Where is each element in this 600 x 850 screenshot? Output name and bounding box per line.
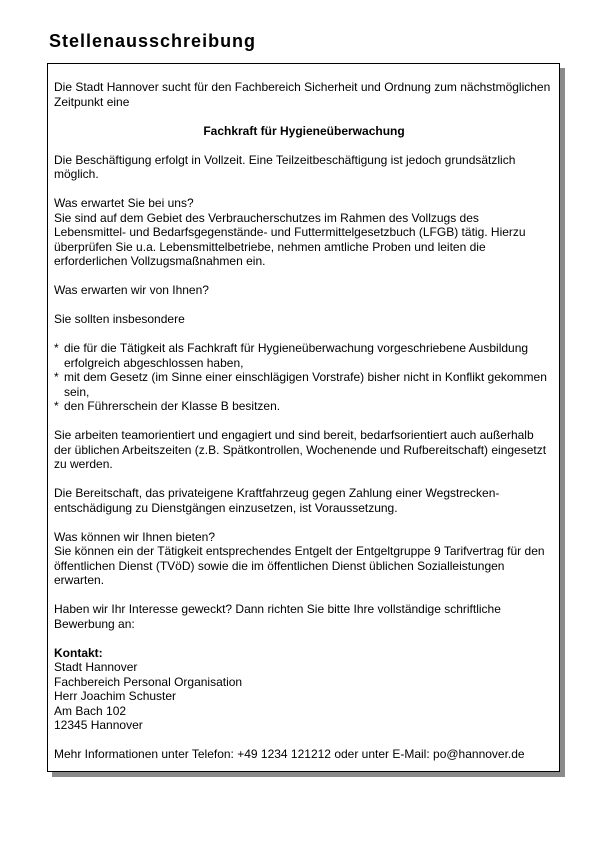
expectations-text: Sie sind auf dem Gebiet des Verbraucherschutzes im Rahmen des Vollzugs des Lebensmittel- und Bedarfsgegenstände- und Futtermittelgesetzbuch (LFGB) tätig. Hierzu überprüfen Sie u.a. Lebensmittelbetriebe, nehmen amtliche Proben und leiten die erforderlichen Vollzugsmaßnahmen ein. — [54, 210, 526, 268]
requirements-heading: Was erwarten wir von Ihnen? — [54, 283, 209, 297]
offer-section — [54, 530, 554, 588]
list-item — [54, 341, 554, 370]
list-item-text: mit dem Gesetz (im Sinne einer einschlägigen Vorstrafe) bisher nicht in Konflikt gekommen sein, — [64, 370, 547, 399]
bullet-marker: * — [54, 399, 59, 413]
bullet-marker: * — [54, 341, 59, 355]
list-item — [54, 370, 554, 399]
list-item-text: die für die Tätigkeit als Fachkraft für Hygieneüberwachung vorgeschriebene Ausbildung erfolgreich abgeschlossen haben, — [64, 341, 529, 370]
contact-block — [54, 646, 554, 733]
bullet-marker: * — [54, 370, 59, 384]
contact-heading: Kontakt: — [54, 645, 103, 660]
apply-text: Haben wir Ihr Interesse geweckt? Dann richten Sie bitte Ihre vollständige schriftliche Bewerbung an: — [54, 602, 501, 631]
contact-line: Fachbereich Personal Organisation — [54, 674, 243, 689]
employment-text: Die Beschäftigung erfolgt in Vollzeit. Eine Teilzeitbeschäftigung ist jedoch grundsätzlich möglich. — [54, 152, 516, 181]
contact-line: 12345 Hannover — [54, 718, 143, 732]
contact-line: Stadt Hannover — [54, 660, 138, 674]
contact-line: Herr Joachim Schuster — [54, 689, 177, 703]
expectations-section — [54, 196, 554, 269]
teamwork-text: Sie arbeiten teamorientiert und engagiert und sind bereit, bedarfsorientiert auch außerhalb der üblichen Arbeitszeiten (z.B. Spätkontrollen, Wochenende und Rufbereitschaft) eingesetzt zu werden. — [54, 428, 547, 471]
job-posting-content — [54, 80, 554, 776]
more-info-text: Mehr Informationen unter Telefon: +49 1234 121212 oder unter E-Mail: po@hannover.de — [54, 747, 525, 761]
offer-text: Sie können ein der Tätigkeit entsprechendes Entgelt der Entgeltgruppe 9 Tarifvertrag für den öffentlichen Dienst (TVöD) sowie die im öffentlichen Dienst üblichen Sozialleistungen erwarten. — [54, 544, 545, 587]
page-title: Stellenausschreibung — [49, 31, 257, 51]
list-item — [54, 399, 554, 414]
requirements-list — [54, 341, 554, 414]
requirements-intro: Sie sollten insbesondere — [54, 312, 185, 326]
vehicle-text: Die Bereitschaft, das privateigene Kraftfahrzeug gegen Zahlung einer Wegstrecken-entschädigung zu Dienstgängen einzusetzen, ist Voraussetzung. — [54, 486, 500, 515]
intro-text: Die Stadt Hannover sucht für den Fachbereich Sicherheit und Ordnung zum nächstmöglichen Zeitpunkt eine — [54, 80, 551, 109]
list-item-text: den Führerschein der Klasse B besitzen. — [64, 399, 281, 413]
offer-heading: Was können wir Ihnen bieten? — [54, 529, 215, 544]
position-title: Fachkraft für Hygieneüberwachung — [203, 123, 405, 138]
job-posting-box — [47, 63, 560, 772]
expectations-heading: Was erwartet Sie bei uns? — [54, 196, 194, 210]
contact-line: Am Bach 102 — [54, 703, 127, 718]
